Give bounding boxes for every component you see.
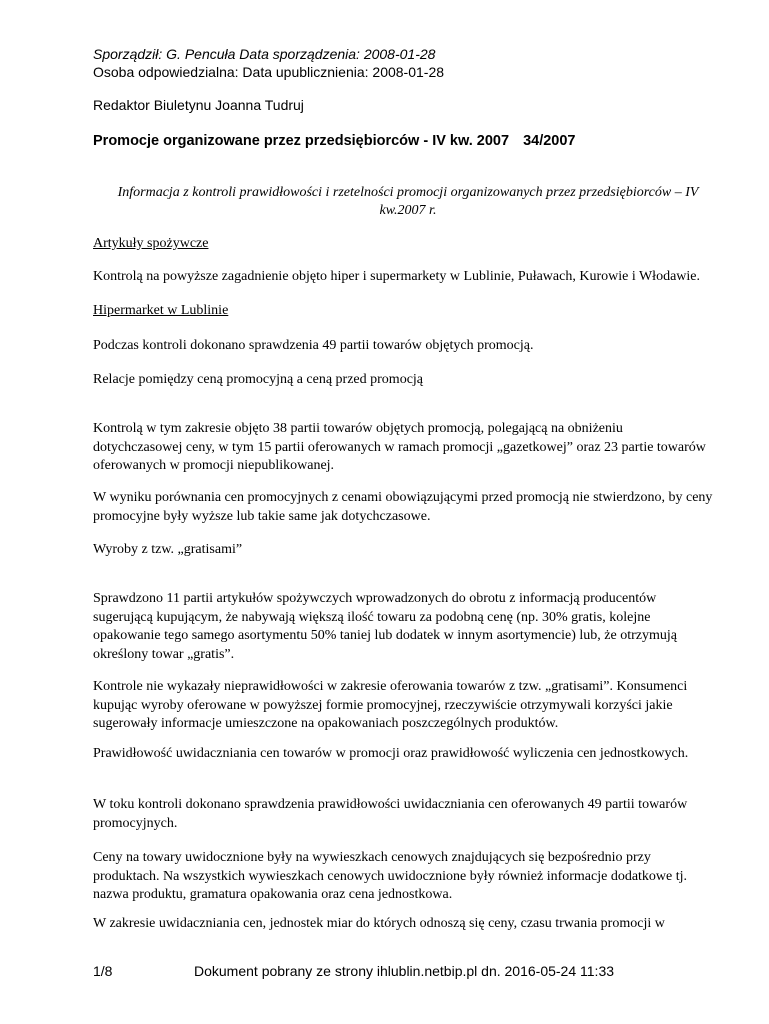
section-heading-hypermarket: Hipermarket w Lublinie (93, 303, 229, 318)
text-line: produktach. Na wszystkich wywieszkach cenowych uwidocznione były również informacje dodatkowe tj. (93, 868, 688, 884)
text-line: W toku kontroli dokonano sprawdzenia prawidłowości uwidaczniania cen oferowanych 49 partii towarów (93, 797, 688, 812)
text-line: oferowanych w promocji niepublikowanej. (93, 458, 335, 473)
page-number: 1/8 (93, 963, 113, 979)
paragraph-relations: Relacje pomiędzy ceną promocyjną a ceną przed promocją (93, 372, 424, 387)
responsible-person-line: Osoba odpowiedzialna: Data upublicznienia: 2008-01-28 (93, 64, 445, 80)
paragraph-during (93, 796, 733, 833)
text-line: opakowanie tego samego asortymentu 50% taniej lub dodatek w innym asortymencie) lub, że otrzymują (93, 628, 677, 643)
paragraph-checks: Podczas kontroli dokonano sprawdzenia 49 partii towarów objętych promocją. (93, 338, 534, 353)
text-line: dotychczasowej ceny, w tym 15 partii oferowanych w ramach promocji „gazetkowej” oraz 23 partie towarów (93, 439, 706, 455)
document-title (93, 133, 575, 149)
paragraph-controls (93, 678, 733, 734)
text-line: sugerującą kupującym, że nabywają większą ilość towaru za podobną cenę (np. 30% gratis, kolejne (93, 609, 651, 625)
title-text: Promocje organizowane przez przedsiębiorców - IV kw. 2007 (93, 133, 510, 149)
subtitle-line: kw.2007 r. (379, 203, 437, 218)
paragraph-gratis (93, 590, 733, 664)
document-number: 34/2007 (523, 133, 576, 149)
paragraph-correctness: Prawidłowość uwidaczniania cen towarów w promocji oraz prawidłowość wyliczenia cen jednostkowych. (93, 746, 689, 761)
text-line: promocyjnych. (93, 815, 178, 831)
paragraph-comparison (93, 489, 733, 526)
text-line: nazwa produktu, gramatura opakowania oraz cena jednostkowa. (93, 887, 453, 902)
paragraph-scope-38 (93, 420, 733, 476)
text-line: promocyjne były wyższe lub takie same jak dotychczasowe. (93, 508, 431, 524)
text-line: Kontrole nie wykazały nieprawidłowości w zakresie oferowania towarów z tzw. „gratisami”. Konsumenci (93, 679, 688, 694)
subtitle-line: Informacja z kontroli prawidłowości i rzetelności promocji organizowanych przez przedsiębiorców – IV (117, 185, 699, 200)
text-line: Kontrolą w tym zakresie objęto 38 partii towarów objętych promocją, polegającą na obniżeniu (93, 421, 623, 436)
paragraph-last: W zakresie uwidaczniania cen, jednostek miar do których odnoszą się ceny, czasu trwania promocji w (93, 916, 665, 931)
text-line: sugerowały informacje umieszczone na opakowaniach poszczególnych produktów. (93, 716, 559, 731)
text-line: Sprawdzono 11 partii artykułów spożywczych wprowadzonych do obrotu z informacją producentów (93, 591, 657, 606)
section-heading-food: Artykuły spożywcze (93, 236, 209, 251)
document-subtitle (93, 184, 723, 220)
text-line: określony towar „gratis”. (93, 646, 235, 662)
download-source: Dokument pobrany ze strony ihlublin.netbip.pl dn. 2016-05-24 11:33 (194, 963, 615, 979)
text-line: kupując wyroby oferowane w powyższej formie promocyjnej, rzeczywiście otrzymywali korzyści jakie (93, 697, 673, 713)
text-line: Ceny na towary uwidocznione były na wywieszkach cenowych znajdujących się bezpośrednio przy (93, 850, 651, 865)
prepared-by-line: Sporządził: G. Pencuła Data sporządzenia: 2008-01-28 (93, 46, 436, 62)
paragraph-scope: Kontrolą na powyższe zagadnienie objęto hiper i supermarkety w Lublinie, Puławach, Kurowie i Włodawie. (93, 269, 700, 284)
paragraph-gratis-heading: Wyroby z tzw. „gratisami” (93, 542, 243, 557)
editor-line: Redaktor Biuletynu Joanna Tudruj (93, 97, 304, 113)
text-line: W wyniku porównania cen promocyjnych z cenami obowiązującymi przed promocją nie stwierdzono, by ceny (93, 490, 713, 505)
paragraph-prices (93, 849, 733, 905)
